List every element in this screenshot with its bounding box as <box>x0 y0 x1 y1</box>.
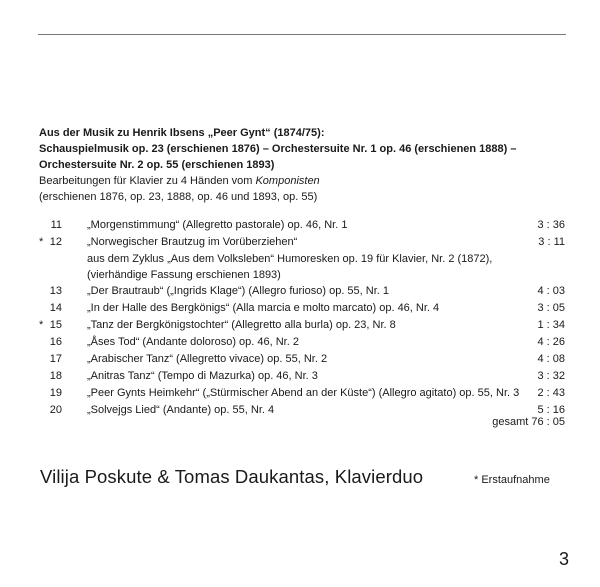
header-line-3: Orchestersuite Nr. 2 op. 55 (erschienen 1893) <box>39 159 275 171</box>
header-line-2: Schauspielmusik op. 23 (erschienen 1876) – Orchestersuite Nr. 1 op. 46 (erschienen 1888) – <box>39 143 517 155</box>
track-number: 18 <box>49 370 62 382</box>
track-title: „In der Halle des Bergkönigs“ (Alla marcia e molto marcato) op. 46, Nr. 4 <box>87 302 440 314</box>
track-title: „Åses Tod“ (Andante doloroso) op. 46, Nr. 2 <box>87 336 299 348</box>
track-row <box>0 217 600 234</box>
track-title: „Peer Gynts Heimkehr“ („Stürmischer Abend an der Küste“) (Allegro agitato) op. 55, Nr. 3 <box>87 387 520 399</box>
first-recording-marker: * <box>39 236 44 248</box>
track-title: „Morgenstimmung“ (Allegretto pastorale) op. 46, Nr. 1 <box>87 219 348 231</box>
track-number: 17 <box>49 353 62 365</box>
arrangement-text: Bearbeitungen für Klavier zu 4 Händen vom <box>39 175 256 187</box>
first-recording-note: * Erstaufnahme <box>474 474 550 486</box>
track-row <box>0 351 600 368</box>
track-duration: 3 : 11 <box>538 236 565 248</box>
work-header <box>39 125 569 205</box>
track-title: „Tanz der Bergkönigstochter“ (Allegretto alla burla) op. 23, Nr. 8 <box>87 319 396 331</box>
track-number: 12 <box>49 236 62 248</box>
track-row <box>0 317 600 334</box>
track-row <box>0 334 600 351</box>
track-number: 13 <box>49 285 62 297</box>
track-duration: 3 : 32 <box>537 370 565 382</box>
track-row <box>0 368 600 385</box>
track-list <box>0 217 600 419</box>
track-duration: 3 : 05 <box>537 302 565 314</box>
track-duration: 4 : 26 <box>537 336 565 348</box>
header-line-1: Aus der Musik zu Henrik Ibsens „Peer Gynt“ (1874/75): <box>39 127 325 139</box>
page-number: 3 <box>559 549 570 569</box>
track-number: 15 <box>49 319 62 331</box>
track-number: 14 <box>49 302 62 314</box>
track-title: „Arabischer Tanz“ (Allegretto vivace) op. 55, Nr. 2 <box>87 353 328 365</box>
track-number: 11 <box>50 219 62 231</box>
track-subtitle-line: aus dem Zyklus „Aus dem Volksleben“ Humoresken op. 19 für Klavier, Nr. 2 (1872), <box>87 253 493 265</box>
track-number: 19 <box>49 387 62 399</box>
track-duration: 5 : 16 <box>537 404 565 416</box>
track-duration: 4 : 08 <box>537 353 565 365</box>
track-number: 16 <box>49 336 62 348</box>
header-line-4 <box>39 173 569 189</box>
track-duration: 4 : 03 <box>537 285 565 297</box>
track-duration: 1 : 34 <box>537 319 565 331</box>
track-row <box>0 300 600 317</box>
track-row <box>0 234 600 251</box>
track-subtitle <box>0 251 600 267</box>
track-title: „Anitras Tanz“ (Tempo di Mazurka) op. 46, Nr. 3 <box>87 370 318 382</box>
total-duration: gesamt 76 : 05 <box>492 416 565 428</box>
track-subtitle-line: (vierhändige Fassung erschienen 1893) <box>87 269 281 281</box>
performers: Vilija Poskute & Tomas Daukantas, Klavierduo <box>40 466 424 487</box>
track-title: „Norwegischer Brautzug im Vorüberziehen“ <box>87 236 298 248</box>
header-line-5: (erschienen 1876, op. 23, 1888, op. 46 und 1893, op. 55) <box>39 191 318 203</box>
track-duration: 3 : 36 <box>537 219 565 231</box>
track-duration: 2 : 43 <box>537 387 565 399</box>
track-row <box>0 385 600 402</box>
track-number: 20 <box>49 404 62 416</box>
track-title: „Der Brautraub“ („Ingrids Klage“) (Allegro furioso) op. 55, Nr. 1 <box>87 285 390 297</box>
track-subtitle <box>0 267 600 283</box>
first-recording-marker: * <box>39 319 44 331</box>
track-title: „Solvejgs Lied“ (Andante) op. 55, Nr. 4 <box>87 404 275 416</box>
composer-word: Komponisten <box>255 175 320 187</box>
track-row <box>0 283 600 300</box>
top-rule <box>38 34 566 35</box>
